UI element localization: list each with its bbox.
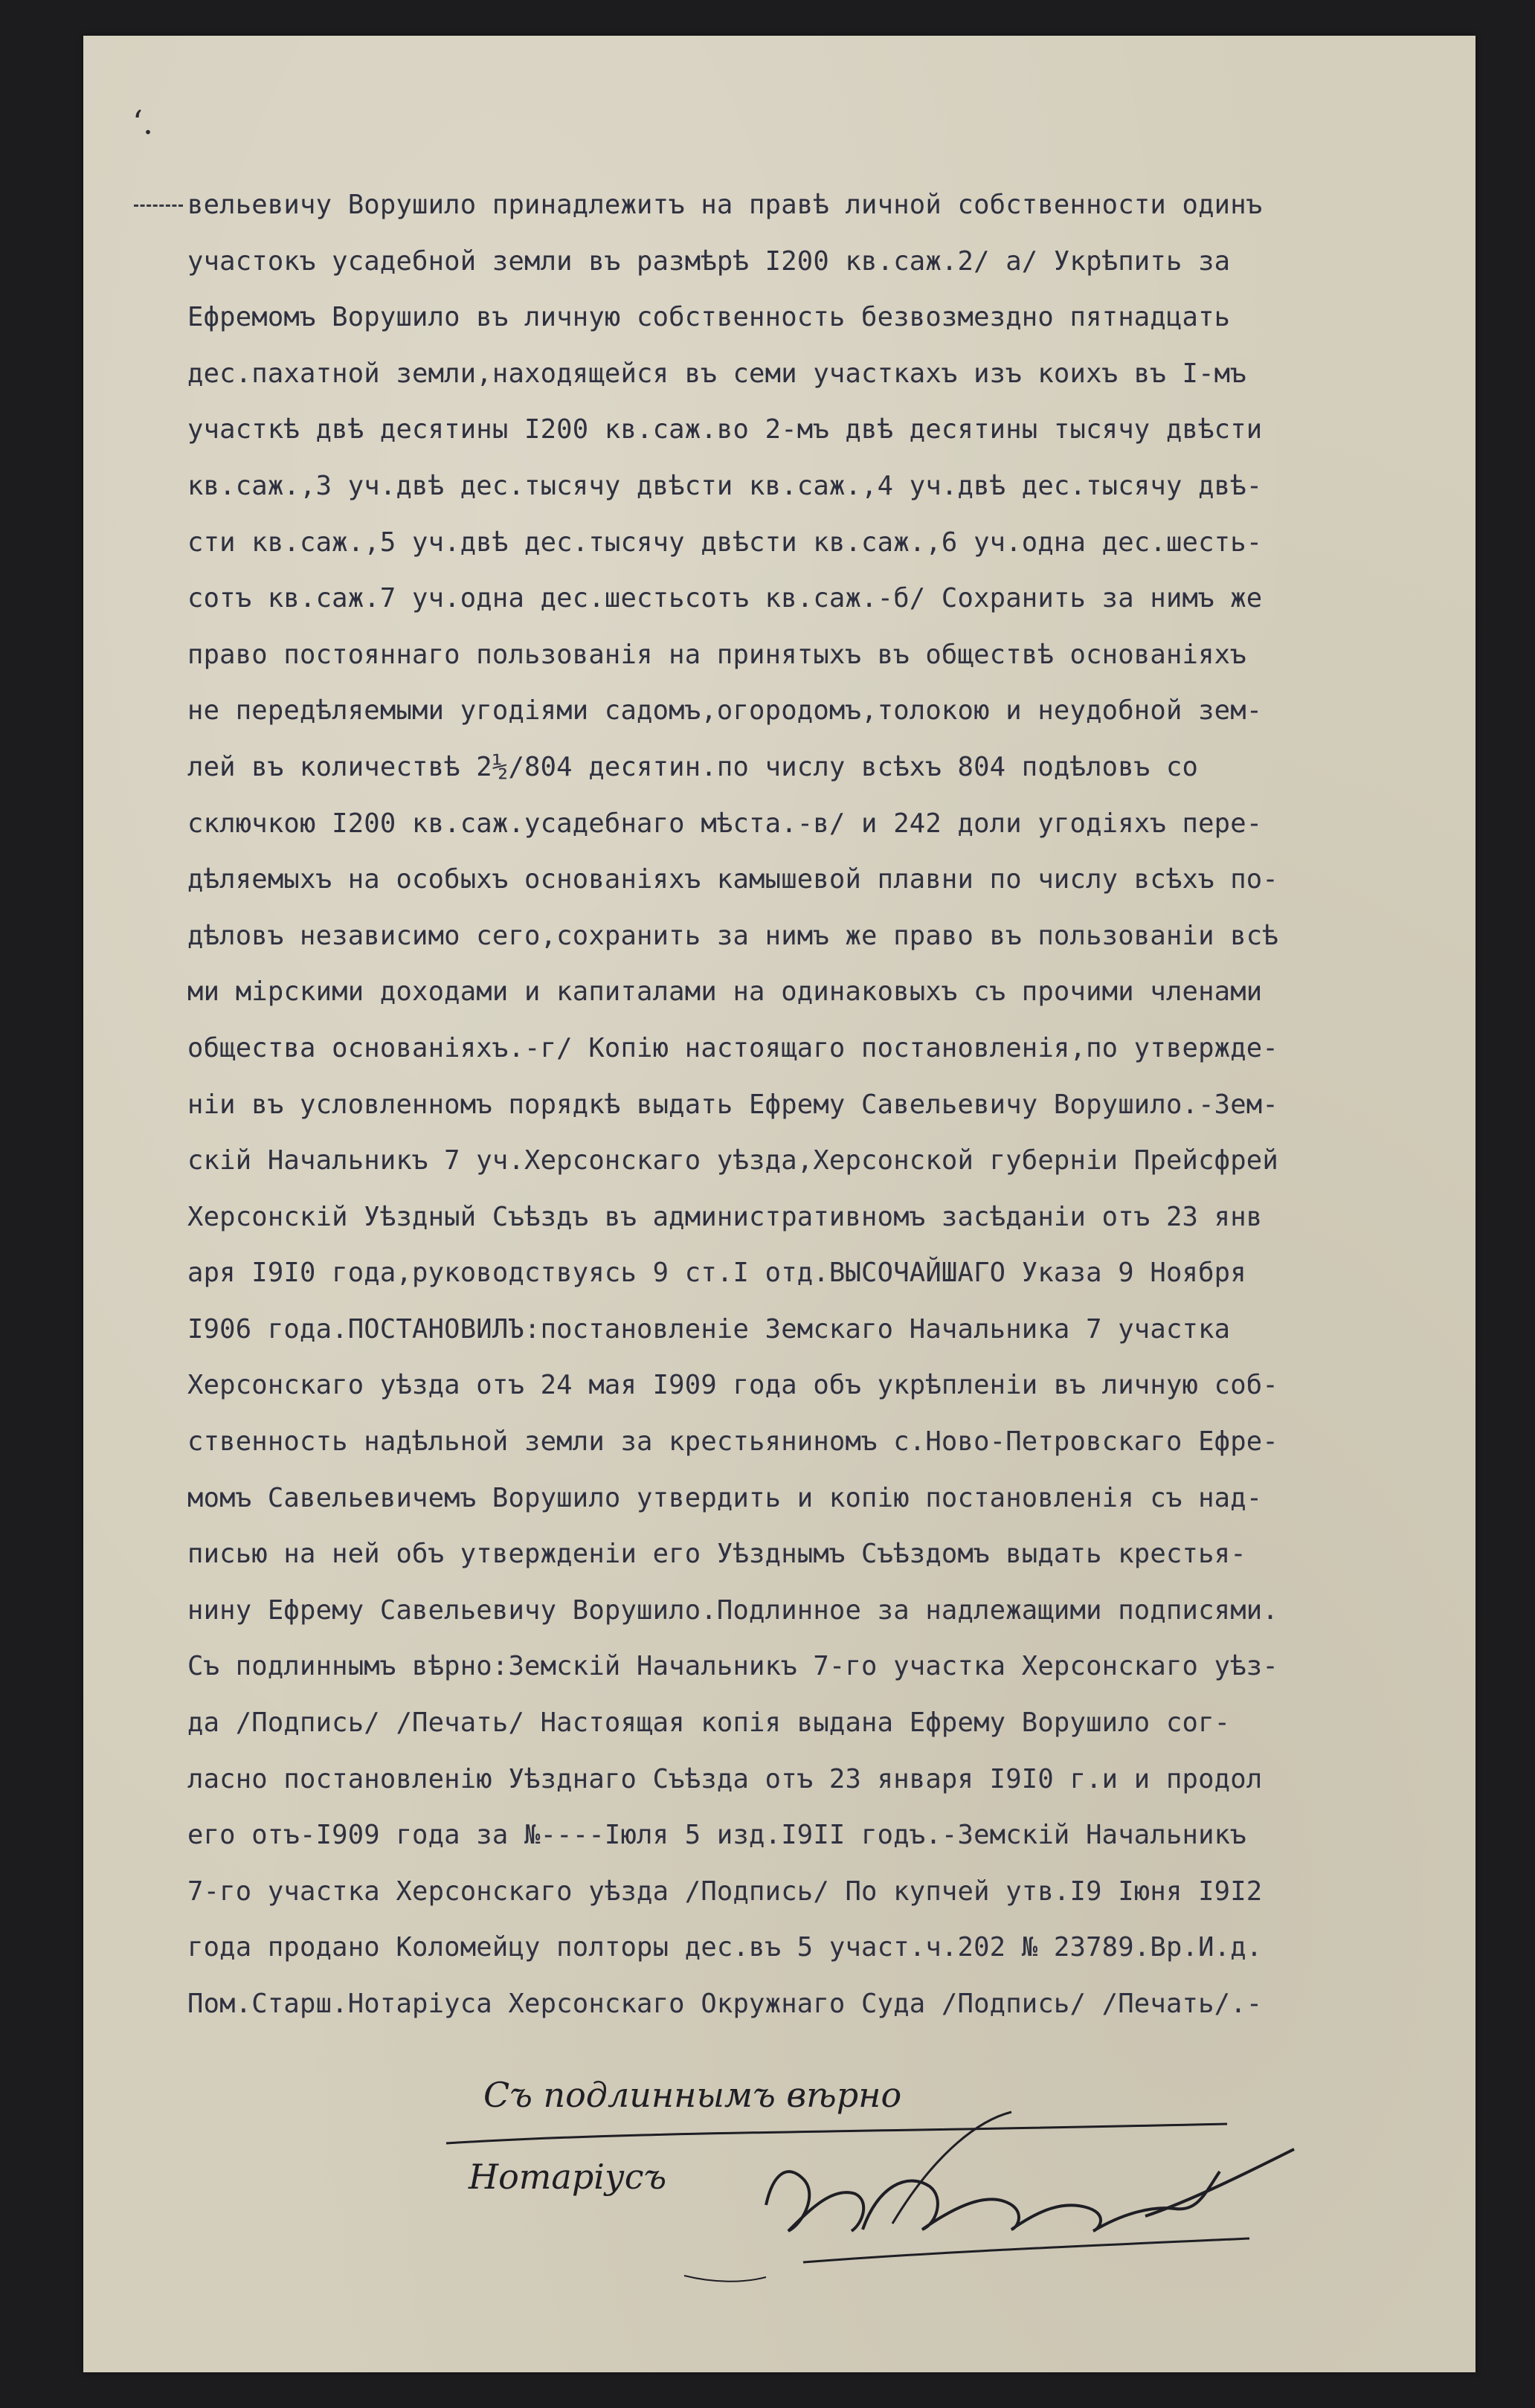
text-line: аря I9I0 года,руководствуясь 9 ст.I отд.ВЫСОЧАЙШАГО Указа 9 Ноября [187, 1258, 1246, 1289]
handwritten-notary-title: Нотаріусъ [469, 2157, 667, 2197]
text-line: участокъ усадебной земли въ размѣрѣ I200 кв.саж.2/ а/ Укрѣпить за [187, 245, 1231, 277]
document-body [187, 177, 1467, 2032]
text-line: да /Подпись/ /Печать/ Настоящая копія выдана Ефрему Ворушило сог- [187, 1707, 1231, 1739]
text-line: его отъ-I909 года за №----Іюля 5 изд.I9II годъ.-Земскій Начальникъ [187, 1820, 1246, 1851]
text-line: скій Начальникъ 7 уч.Херсонскаго уѣзда,Херсонской губерніи Прейсфрей [187, 1145, 1278, 1176]
text-line: момъ Савельевичемъ Ворушило утвердить и копію постановленія съ над- [187, 1482, 1263, 1513]
text-line: право постояннаго пользованія на принятыхъ въ обществѣ основаніяхъ [187, 639, 1246, 670]
text-line: участкѣ двѣ десятины I200 кв.саж.во 2-мъ двѣ десятины тысячу двѣсти [187, 414, 1263, 445]
text-line: дѣловъ независимо сего,сохранить за нимъ же право въ пользованіи всѣ [187, 920, 1278, 951]
leading-dash-line [134, 205, 183, 207]
text-line: лей въ количествѣ 2½/804 десятин.по числу всѣхъ 804 подѣловъ со [187, 751, 1199, 782]
text-line: писью на ней объ утвержденіи его Уѣзднымъ Съѣздомъ выдать крестья- [187, 1539, 1246, 1570]
text-line: ственность надѣльной земли за крестьяниномъ с.Ново-Петровскаго Ефре- [187, 1426, 1278, 1458]
text-line: не передѣляемыми угодіями садомъ,огородомъ,толокою и неудобной зем- [187, 695, 1263, 727]
text-line: ніи въ условленномъ порядкѣ выдать Ефрему Савельевичу Ворушило.-Зем- [187, 1089, 1278, 1120]
signature-icon [416, 2060, 1339, 2305]
text-line: дес.пахатной земли,находящейся въ семи участкахъ изъ коихъ въ I-мъ [187, 358, 1246, 389]
text-line: Съ подлиннымъ вѣрно:Земскій Начальникъ 7-го участка Херсонскаго уѣз- [187, 1651, 1278, 1682]
text-line: сотъ кв.саж.7 уч.одна дес.шестьсотъ кв.саж.-б/ Сохранить за нимъ же [187, 583, 1263, 614]
text-line: дѣляемыхъ на особыхъ основаніяхъ камышевой плавни по числу всѣхъ по- [187, 864, 1278, 895]
text-line: общества основаніяхъ.-г/ Копію настоящаго постановленія,по утвержде- [187, 1032, 1278, 1063]
text-line: 7-го участка Херсонскаго уѣзда /Подпись/ По купчей утв.I9 Іюня I9I2 [187, 1876, 1263, 1907]
text-line: года продано Коломейцу полторы дес.въ 5 участ.ч.202 № 23789.Вр.И.д. [187, 1932, 1263, 1963]
text-line: сключкою I200 кв.саж.усадебнаго мѣста.-в/ и 242 доли угодіяхъ пере- [187, 808, 1263, 839]
handwritten-certification: Съ подлиннымъ вѣрно [483, 2075, 902, 2115]
corner-mark: ‘. [132, 104, 153, 142]
text-line: вельевичу Ворушило принадлежитъ на правѣ личной собственности одинъ [187, 190, 1263, 220]
text-line: I906 года.ПОСТАНОВИЛЪ:постановленіе Земскаго Начальника 7 участка [187, 1313, 1231, 1345]
text-line: Херсонскаго уѣзда отъ 24 мая I909 года объ укрѣпленіи въ личную соб- [187, 1370, 1278, 1401]
text-line: Ефремомъ Ворушило въ личную собственность безвозмездно пятнадцать [187, 302, 1231, 333]
text-line: нину Ефрему Савельевичу Ворушило.Подлинное за надлежащими подписями. [187, 1594, 1278, 1626]
text-line: кв.саж.,3 уч.двѣ дес.тысячу двѣсти кв.саж.,4 уч.двѣ дес.тысячу двѣ- [187, 470, 1263, 501]
text-line: Пом.Старш.Нотаріуса Херсонскаго Окружнаго Суда /Подпись/ /Печать/.- [187, 1989, 1263, 2019]
notary-signature-block [416, 2060, 1339, 2305]
text-line: Херсонскій Уѣздный Съѣздъ въ административномъ засѣданіи отъ 23 янв [187, 1201, 1263, 1232]
text-line: ми мірскими доходами и капиталами на одинаковыхъ съ прочими членами [187, 976, 1263, 1008]
text-line: ласно постановленію Уѣзднаго Съѣзда отъ 23 января I9I0 г.и и продол [187, 1763, 1263, 1794]
text-line: сти кв.саж.,5 уч.двѣ дес.тысячу двѣсти кв.саж.,6 уч.одна дес.шесть- [187, 527, 1263, 558]
